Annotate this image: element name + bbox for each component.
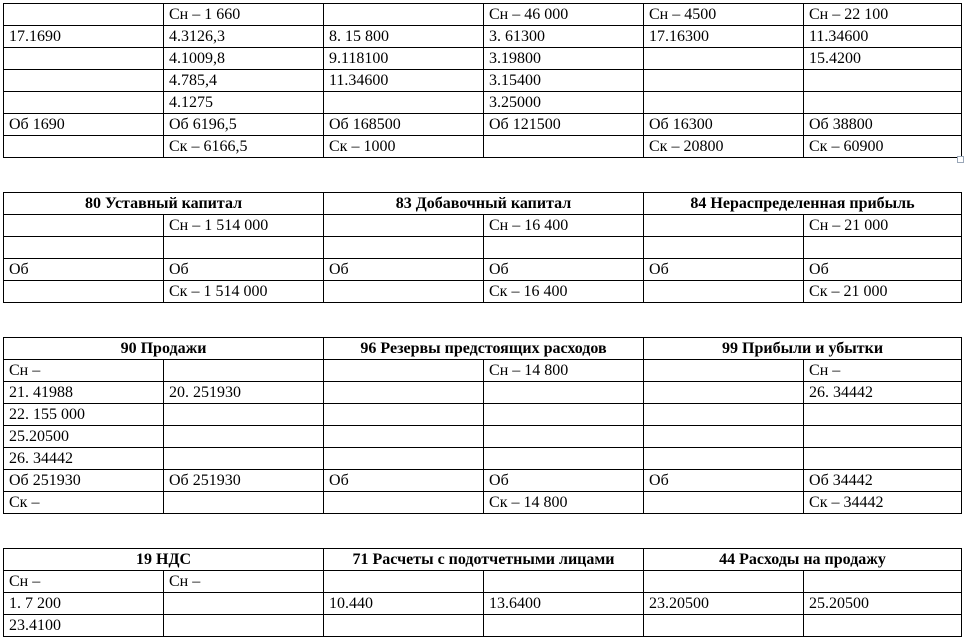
table-cell: Об xyxy=(644,259,804,281)
account-header-row xyxy=(4,338,962,360)
table-cell: Сн – 22 100 xyxy=(804,4,962,26)
table-cell xyxy=(644,281,804,303)
accounts-table-2 xyxy=(3,192,962,303)
table-cell: 26. 34442 xyxy=(804,382,962,404)
table-cell: Об xyxy=(644,470,804,492)
table-cell xyxy=(484,237,644,259)
table-row xyxy=(4,136,962,158)
table-cell xyxy=(484,404,644,426)
table-cell xyxy=(324,92,484,114)
table-cell: 8. 15 800 xyxy=(324,26,484,48)
table-cell: 1. 7 200 xyxy=(4,593,164,615)
table-cell: Об 16300 xyxy=(644,114,804,136)
table-cell: Об xyxy=(4,259,164,281)
table-cell: Ск – 34442 xyxy=(804,492,962,514)
table-cell xyxy=(324,492,484,514)
table-row xyxy=(4,237,962,259)
table-cell: Ск – 1000 xyxy=(324,136,484,158)
table-cell xyxy=(644,360,804,382)
table-cell: Об 251930 xyxy=(164,470,324,492)
table-cell xyxy=(4,92,164,114)
table-cell xyxy=(324,4,484,26)
table-row xyxy=(4,360,962,382)
table-cell: Об 1690 xyxy=(4,114,164,136)
table-row xyxy=(4,382,962,404)
table-cell: Сн – xyxy=(4,360,164,382)
table-cell: Сн – 14 800 xyxy=(484,360,644,382)
table-cell: 11.34600 xyxy=(324,70,484,92)
table-cell: Об 34442 xyxy=(804,470,962,492)
account-title: 71 Расчеты с подотчетными лицами xyxy=(324,549,644,571)
table-cell: 4.785,4 xyxy=(164,70,324,92)
table-cell xyxy=(644,48,804,70)
table-cell: Об xyxy=(804,259,962,281)
table-cell: 26. 34442 xyxy=(4,448,164,470)
table-cell: 4.3126,3 xyxy=(164,26,324,48)
table-cell xyxy=(324,448,484,470)
table-cell xyxy=(4,281,164,303)
table-cell xyxy=(484,615,644,637)
table-cell xyxy=(4,215,164,237)
table-cell xyxy=(164,360,324,382)
table-cell: 15.4200 xyxy=(804,48,962,70)
table-cell xyxy=(484,448,644,470)
table-cell xyxy=(164,448,324,470)
table-cell: Об xyxy=(164,259,324,281)
table-row xyxy=(4,593,962,615)
table-cell xyxy=(324,215,484,237)
table-cell: 9.118100 xyxy=(324,48,484,70)
table-cell xyxy=(804,237,962,259)
table-cell xyxy=(484,571,644,593)
table-cell xyxy=(804,92,962,114)
table-cell xyxy=(644,448,804,470)
table-cell: Об xyxy=(324,470,484,492)
table-cell: 3.19800 xyxy=(484,48,644,70)
table-cell: 25.20500 xyxy=(4,426,164,448)
account-title: 84 Нераспределенная прибыль xyxy=(644,193,962,215)
table-cell xyxy=(324,571,484,593)
table-cell: Ск – 20800 xyxy=(644,136,804,158)
table-cell xyxy=(804,404,962,426)
table-cell xyxy=(164,237,324,259)
table-cell: Об xyxy=(324,259,484,281)
table-cell: 3. 61300 xyxy=(484,26,644,48)
table-cell: Ск – 14 800 xyxy=(484,492,644,514)
table-cell: Ск – xyxy=(4,492,164,514)
accounts-table-4 xyxy=(3,548,962,637)
table-cell: Об 6196,5 xyxy=(164,114,324,136)
table-cell xyxy=(4,4,164,26)
table-cell: 20. 251930 xyxy=(164,382,324,404)
table-cell xyxy=(804,70,962,92)
table-cell: Сн – xyxy=(4,571,164,593)
table-cell xyxy=(644,70,804,92)
table-resize-handle[interactable] xyxy=(957,156,964,163)
table-row xyxy=(4,26,962,48)
table-cell xyxy=(324,426,484,448)
table-cell xyxy=(324,237,484,259)
account-title: 19 НДС xyxy=(4,549,324,571)
table-cell: 11.34600 xyxy=(804,26,962,48)
table-cell: 13.6400 xyxy=(484,593,644,615)
table-cell xyxy=(644,492,804,514)
table-cell: Об 121500 xyxy=(484,114,644,136)
accounts-table-3 xyxy=(3,337,962,514)
table-cell xyxy=(644,571,804,593)
table-cell xyxy=(4,136,164,158)
table-cell: Сн – xyxy=(164,571,324,593)
table-cell: 25.20500 xyxy=(804,593,962,615)
account-header-row xyxy=(4,549,962,571)
table-cell: Ск – 6166,5 xyxy=(164,136,324,158)
table-row xyxy=(4,92,962,114)
table-cell: 17.16300 xyxy=(644,26,804,48)
table-cell: Об 168500 xyxy=(324,114,484,136)
table-cell xyxy=(644,426,804,448)
table-cell: 4.1275 xyxy=(164,92,324,114)
table-cell: 17.1690 xyxy=(4,26,164,48)
table-cell: 3.25000 xyxy=(484,92,644,114)
table-cell xyxy=(164,426,324,448)
table-cell xyxy=(644,92,804,114)
table-row xyxy=(4,114,962,136)
table-cell xyxy=(164,593,324,615)
table-cell xyxy=(324,382,484,404)
table-cell xyxy=(324,404,484,426)
table-cell: Ск – 1 514 000 xyxy=(164,281,324,303)
table-cell: Ск – 21 000 xyxy=(804,281,962,303)
table-cell xyxy=(324,360,484,382)
table-cell: Ск – 60900 xyxy=(804,136,962,158)
account-title: 80 Уставный капитал xyxy=(4,193,324,215)
table-row xyxy=(4,404,962,426)
table-cell: 23.20500 xyxy=(644,593,804,615)
table-cell: 4.1009,8 xyxy=(164,48,324,70)
table-row xyxy=(4,70,962,92)
table-cell: Сн – xyxy=(804,360,962,382)
table-cell xyxy=(804,448,962,470)
table-cell xyxy=(484,426,644,448)
account-title: 44 Расходы на продажу xyxy=(644,549,962,571)
table-row xyxy=(4,470,962,492)
account-title: 96 Резервы предстоящих расходов xyxy=(324,338,644,360)
table-cell xyxy=(804,615,962,637)
table-cell: Сн – 1 660 xyxy=(164,4,324,26)
table-cell xyxy=(4,48,164,70)
table-cell xyxy=(324,615,484,637)
table-row xyxy=(4,259,962,281)
table-cell xyxy=(484,382,644,404)
table-cell: 21. 41988 xyxy=(4,382,164,404)
table-cell xyxy=(644,404,804,426)
table-row xyxy=(4,281,962,303)
account-title: 99 Прибыли и убытки xyxy=(644,338,962,360)
table-cell: Ск – 16 400 xyxy=(484,281,644,303)
table-cell xyxy=(804,426,962,448)
table-cell xyxy=(484,136,644,158)
table-row xyxy=(4,426,962,448)
table-row xyxy=(4,215,962,237)
table-cell xyxy=(644,215,804,237)
accounts-table-1 xyxy=(3,3,962,158)
table-cell xyxy=(164,492,324,514)
table-cell xyxy=(324,281,484,303)
table-row xyxy=(4,571,962,593)
table-cell: Сн – 1 514 000 xyxy=(164,215,324,237)
table-cell: Об 251930 xyxy=(4,470,164,492)
table-cell: Об xyxy=(484,259,644,281)
table-cell xyxy=(4,237,164,259)
table-row xyxy=(4,48,962,70)
table-cell xyxy=(164,404,324,426)
account-title: 83 Добавочный капитал xyxy=(324,193,644,215)
table-cell: 3.15400 xyxy=(484,70,644,92)
table-cell: 22. 155 000 xyxy=(4,404,164,426)
table-row xyxy=(4,4,962,26)
account-title: 90 Продажи xyxy=(4,338,324,360)
table-cell xyxy=(4,70,164,92)
table-row xyxy=(4,492,962,514)
table-cell: 23.4100 xyxy=(4,615,164,637)
table-cell: Сн – 21 000 xyxy=(804,215,962,237)
table-cell: 10.440 xyxy=(324,593,484,615)
table-cell: Сн – 4500 xyxy=(644,4,804,26)
account-header-row xyxy=(4,193,962,215)
table-cell xyxy=(164,615,324,637)
table-cell: Об xyxy=(484,470,644,492)
table-row xyxy=(4,448,962,470)
table-cell: Сн – 46 000 xyxy=(484,4,644,26)
table-cell xyxy=(644,237,804,259)
table-cell xyxy=(644,382,804,404)
table-cell: Об 38800 xyxy=(804,114,962,136)
table-cell xyxy=(804,571,962,593)
table-cell: Сн – 16 400 xyxy=(484,215,644,237)
table-row xyxy=(4,615,962,637)
table-cell xyxy=(644,615,804,637)
